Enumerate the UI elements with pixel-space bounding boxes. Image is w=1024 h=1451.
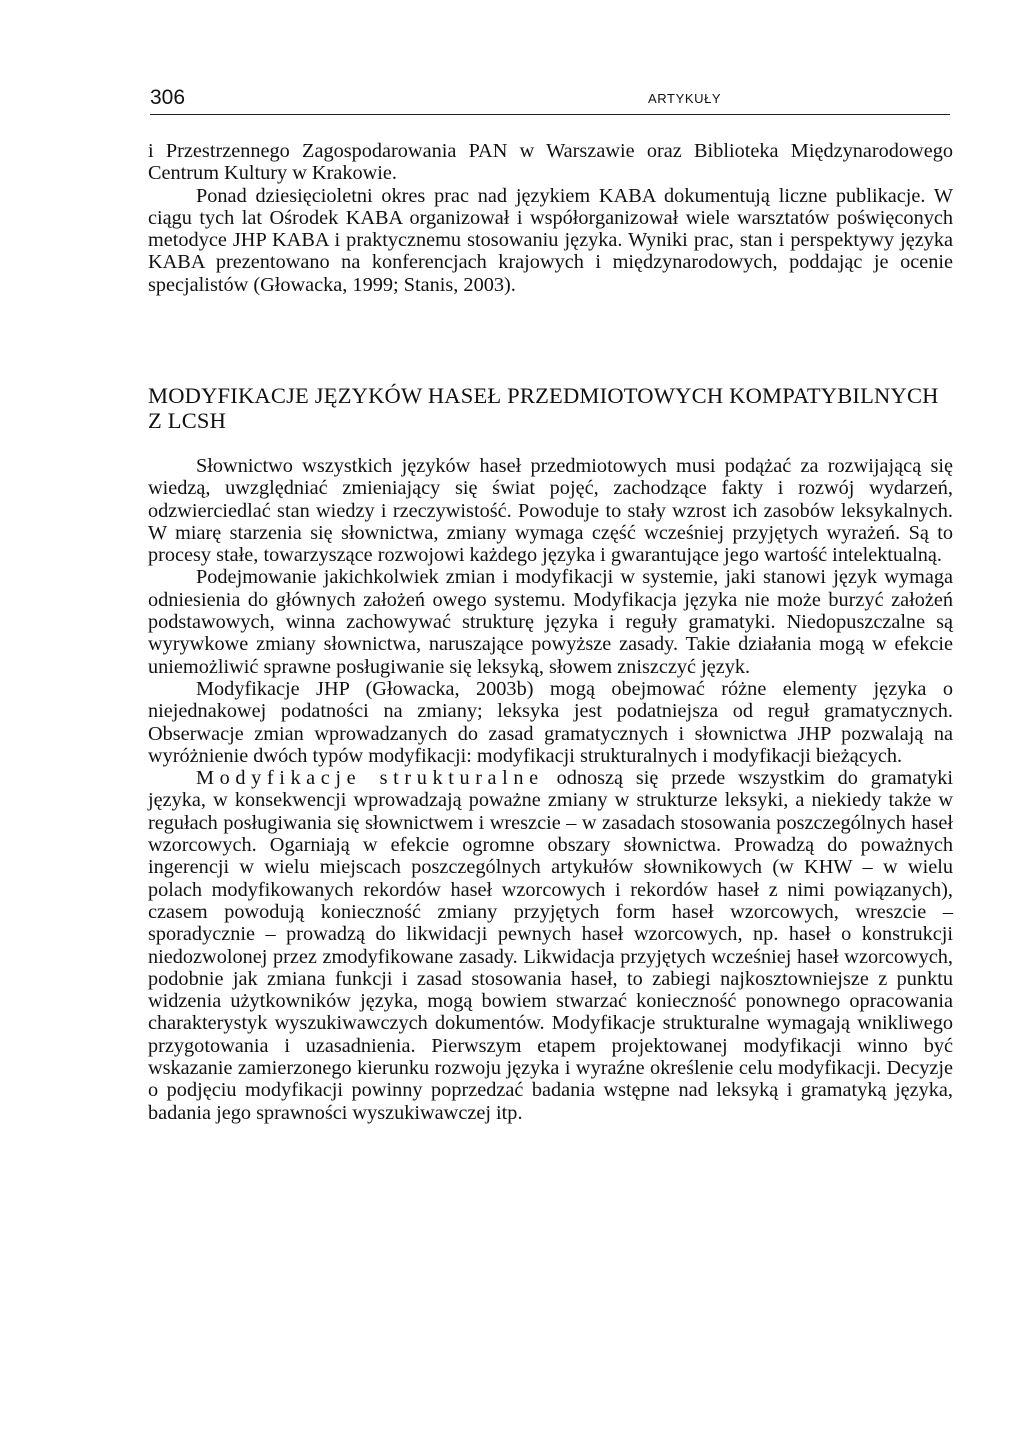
section-heading: MODYFIKACJE JĘZYKÓW HASEŁ PRZEDMIOTOWYCH KOMPATYBILNYCH Z LCSH (148, 383, 939, 433)
spaced-term: Modyfikacje strukturalne (196, 767, 544, 790)
paragraph: Podejmowanie jakichkolwiek zmian i modyfikacji w systemie, jaki stanowi język wymaga odniesienia do głównych założeń owego systemu. Modyfikacja języka nie może burzyć założeń podstawowych, winna zachowywać strukturę języka i reguły gramatyki. Niedopuszczalne są wyrywkowe zmiany słownictwa, naruszające powyższe zasady. Takie działania mogą w efekcie uniemożliwić sprawne posługiwanie się leksyką, słowem zniszczyć język. (148, 566, 953, 678)
paragraph: i Przestrzennego Zagospodarowania PAN w Warszawie oraz Biblioteka Międzynarodowego Centrum Kultury w Krakowie. (148, 140, 953, 185)
paragraph-text: odnoszą się przede wszystkim do gramatyki języka, w konsekwencji wprowadzają poważne zmiany w strukturze leksyki, a niekiedy także w regułach posługiwania się słownictwem i wreszcie – w zasadach stosowania poszczególnych haseł wzorcowych. Ogarniają w efekcie ogromne obszary słownictwa. Prowadzą do poważnych ingerencji w wielu miejscach poszczególnych artykułów słownikowych (w KHW – w wielu polach modyfikowanych rekordów haseł wzorcowych i rekordów haseł z nimi powiązanych), czasem powodują konieczność zmiany przyjętych form haseł wzorcowych, wreszcie – sporadycznie – prowadzą do likwidacji pewnych haseł wzorcowych, np. haseł o konstrukcji niedozwolonej przez zmodyfikowane zasady. Likwidacja przyjętych wcześniej haseł wzorcowych, podobnie jak zmiana funkcji i zasad stosowania haseł, to zabiegi najkosztowniejsze z punktu widzenia użytkowników języka, mogą bowiem stwarzać konieczność ponownego opracowania charakterystyk wyszukiwawczych dokumentów. Modyfikacje strukturalne wymagają wnikliwego przygotowania i uzasadnienia. Pierwszym etapem projektowanej modyfikacji winno być wskazanie zamierzonego kierunku rozwoju języka i wyraźne określenie celu modyfikacji. Decyzje o podjęciu modyfikacji powinny poprzedzać badania wstępne nad leksyką i gramatyką języka, badania jego sprawności wyszukiwawczej itp. (148, 767, 954, 1124)
paragraph: Modyfikacje JHP (Głowacka, 2003b) mogą obejmować różne elementy języka o niejednakowej podatności na zmiany; leksyka jest podatniejsza od reguł gramatycznych. Obserwacje zmian wprowadzanych do zasad gramatycznych i słownictwa JHP pozwalają na wyróżnienie dwóch typów modyfikacji: modyfikacji strukturalnych i modyfikacji bieżących. (148, 677, 953, 767)
paragraph: Słownictwo wszystkich języków haseł przedmiotowych musi podążać za rozwijającą się wiedzą, uwzględniać zmieniający się świat pojęć, zachodzące fakty i rozwój wydarzeń, odzwierciedlać stan wiedzy i rzeczywistość. Powoduje to stały wzrost ich zasobów leksykalnych. W miarę starzenia się słownictwa, zmiany wymaga część wcześniej przyjętych wyrażeń. Są to procesy stałe, towarzyszące rozwojowi każdego języka i gwarantujące jego wartość intelektualną. (148, 455, 953, 567)
running-header (150, 86, 950, 115)
paragraph: Ponad dziesięcioletni okres prac nad językiem KABA dokumentują liczne publikacje. W ciągu tych lat Ośrodek KABA organizował i współorganizował wiele warsztatów poświęconych metodyce JHP KABA i praktycznemu stosowaniu języka. Wyniki prac, stan i perspektywy języka KABA prezentowano na konferencjach krajowych i międzynarodowych, poddając je ocenie specjalistów (Głowacka, 1999; Stanis, 2003). (148, 184, 953, 296)
intro-text (148, 140, 953, 296)
paragraph (148, 767, 953, 1124)
page-number: 306 (150, 86, 186, 109)
main-text (148, 455, 953, 1124)
section-label: ARTYKUŁY (648, 91, 722, 106)
